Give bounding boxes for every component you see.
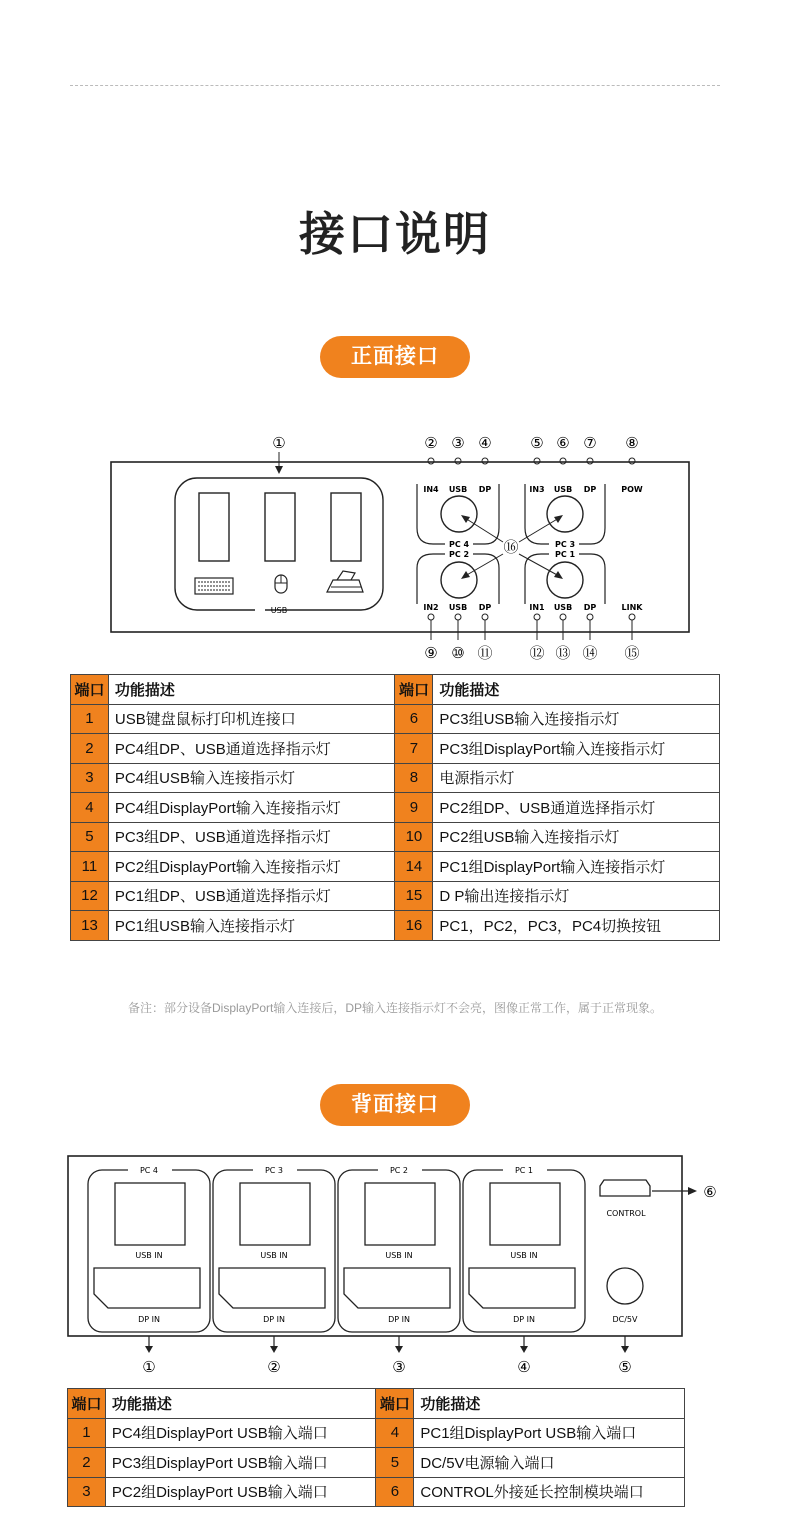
port-number: 6 xyxy=(376,1477,414,1507)
table-row xyxy=(71,852,720,882)
port-number: 10 xyxy=(395,822,433,852)
port-number: 7 xyxy=(395,734,433,764)
usb-in-label: USB IN xyxy=(260,1251,288,1260)
led-label-link: LINK xyxy=(621,603,643,612)
back-callout-3: ③ xyxy=(392,1358,406,1376)
port-desc: PC1，PC2，PC3，PC4切换按钮 xyxy=(433,911,720,941)
table-row xyxy=(71,793,720,823)
callout-1: ① xyxy=(272,434,286,452)
callout-5: ⑤ xyxy=(530,434,544,452)
port-number: 16 xyxy=(395,911,433,941)
port-desc: PC1组DisplayPort输入连接指示灯 xyxy=(433,852,720,882)
group-label-pc2: PC 2 xyxy=(448,550,470,559)
port-desc: CONTROL外接延长控制模块端口 xyxy=(414,1477,685,1507)
port-number: 5 xyxy=(71,822,109,852)
port-number: 15 xyxy=(395,881,433,911)
port-desc: PC4组DisplayPort输入连接指示灯 xyxy=(108,793,395,823)
port-number: 1 xyxy=(68,1418,106,1448)
table-row xyxy=(68,1418,685,1448)
port-number: 8 xyxy=(395,763,433,793)
back-group-pc2: PC 2 xyxy=(389,1166,409,1175)
port-number: 9 xyxy=(395,793,433,823)
table-row xyxy=(68,1448,685,1478)
port-desc: PC3组DisplayPort输入连接指示灯 xyxy=(433,734,720,764)
callout-6: ⑥ xyxy=(556,434,570,452)
header-desc: 功能描述 xyxy=(108,675,395,705)
header-desc: 功能描述 xyxy=(105,1389,376,1419)
back-group-pc1: PC 1 xyxy=(514,1166,534,1175)
port-number: 4 xyxy=(71,793,109,823)
port-desc: PC1组USB输入连接指示灯 xyxy=(108,911,395,941)
back-callout-1: ① xyxy=(142,1358,156,1376)
led-label-in4: IN4 xyxy=(423,485,439,494)
back-panel-diagram xyxy=(60,1150,730,1380)
led-label-dp-pc2: DP xyxy=(478,603,492,612)
printer-icon xyxy=(327,571,363,592)
dp-in-label: DP IN xyxy=(513,1315,535,1324)
led-label-usb-pc2: USB xyxy=(448,603,468,612)
footnote: 备注：部分设备DisplayPort输入连接后，DP输入连接指示灯不会亮，图像正常工作，属于正常现象。 xyxy=(127,1001,663,1015)
port-desc: PC4组USB输入连接指示灯 xyxy=(108,763,395,793)
back-callout-6: ⑥ xyxy=(703,1183,717,1201)
callout-16: ⑯ xyxy=(503,538,519,556)
led-label-usb-pc3: USB xyxy=(553,485,573,494)
dc-label: DC/5V xyxy=(612,1315,638,1324)
port-number: 11 xyxy=(71,852,109,882)
callout-13: ⑬ xyxy=(555,644,571,662)
callout-7: ⑦ xyxy=(583,434,597,452)
led-label-dp-pc1: DP xyxy=(583,603,597,612)
port-desc: PC3组DP、USB通道选择指示灯 xyxy=(108,822,395,852)
pc4-switch-button xyxy=(441,496,477,532)
callout-4: ④ xyxy=(478,434,492,452)
port-number: 4 xyxy=(376,1418,414,1448)
table-row xyxy=(71,911,720,941)
port-desc: PC2组DisplayPort输入连接指示灯 xyxy=(108,852,395,882)
top-divider xyxy=(70,85,720,86)
led-label-usb-pc4: USB xyxy=(448,485,468,494)
control-label: CONTROL xyxy=(606,1209,646,1218)
port-desc: PC4组DisplayPort USB输入端口 xyxy=(105,1418,376,1448)
led-label-pow: POW xyxy=(621,485,643,494)
port-desc: PC3组DisplayPort USB输入端口 xyxy=(105,1448,376,1478)
callout-14: ⑭ xyxy=(582,644,598,662)
header-port: 端口 xyxy=(376,1389,414,1419)
dc-power-port xyxy=(607,1268,643,1304)
port-number: 2 xyxy=(71,734,109,764)
header-port: 端口 xyxy=(71,675,109,705)
port-number: 1 xyxy=(71,704,109,734)
table-row xyxy=(71,822,720,852)
front-section-badge: 正面接口 xyxy=(320,336,470,378)
table-row xyxy=(71,734,720,764)
port-desc: PC1组DisplayPort USB输入端口 xyxy=(414,1418,685,1448)
keyboard-icon xyxy=(195,578,233,594)
group-label-pc1: PC 1 xyxy=(554,550,576,559)
port-desc: USB键盘鼠标打印机连接口 xyxy=(108,704,395,734)
led-label-in2: IN2 xyxy=(423,603,439,612)
port-desc: PC2组DP、USB通道选择指示灯 xyxy=(433,793,720,823)
led-label-dp-pc3: DP xyxy=(583,485,597,494)
led-label-in3: IN3 xyxy=(529,485,545,494)
port-number: 5 xyxy=(376,1448,414,1478)
table-row xyxy=(71,881,720,911)
front-panel-diagram xyxy=(105,428,695,668)
table-header-row xyxy=(68,1389,685,1419)
callout-10: ⑩ xyxy=(451,644,465,662)
port-desc: PC1组DP、USB通道选择指示灯 xyxy=(108,881,395,911)
back-section-badge: 背面接口 xyxy=(320,1084,470,1126)
mouse-icon xyxy=(275,575,287,593)
header-desc: 功能描述 xyxy=(433,675,720,705)
usb-in-label: USB IN xyxy=(510,1251,538,1260)
port-number: 6 xyxy=(395,704,433,734)
port-number: 14 xyxy=(395,852,433,882)
dp-in-label: DP IN xyxy=(263,1315,285,1324)
back-port-table xyxy=(67,1388,685,1507)
port-desc: D P输出连接指示灯 xyxy=(433,881,720,911)
led-label-usb-pc1: USB xyxy=(553,603,573,612)
port-desc: 电源指示灯 xyxy=(433,763,720,793)
pc2-switch-button xyxy=(441,562,477,598)
table-row xyxy=(68,1477,685,1507)
group-label-pc4: PC 4 xyxy=(448,540,470,549)
led-label-in1: IN1 xyxy=(529,603,545,612)
callout-8: ⑧ xyxy=(625,434,639,452)
header-port: 端口 xyxy=(395,675,433,705)
back-callout-4: ④ xyxy=(517,1358,531,1376)
port-number: 3 xyxy=(68,1477,106,1507)
port-desc: PC2组USB输入连接指示灯 xyxy=(433,822,720,852)
callout-3: ③ xyxy=(451,434,465,452)
page-title: 接口说明 xyxy=(299,208,491,260)
usb-bay-label: USB xyxy=(270,606,288,615)
port-desc: PC4组DP、USB通道选择指示灯 xyxy=(108,734,395,764)
table-header-row xyxy=(71,675,720,705)
pc3-switch-button xyxy=(547,496,583,532)
table-row xyxy=(71,763,720,793)
header-desc: 功能描述 xyxy=(414,1389,685,1419)
control-port xyxy=(600,1180,650,1196)
port-desc: PC3组USB输入连接指示灯 xyxy=(433,704,720,734)
callout-12: ⑫ xyxy=(529,644,545,662)
callout-9: ⑨ xyxy=(424,644,438,662)
port-number: 12 xyxy=(71,881,109,911)
port-number: 2 xyxy=(68,1448,106,1478)
usb-in-label: USB IN xyxy=(135,1251,163,1260)
port-number: 13 xyxy=(71,911,109,941)
callout-15: ⑮ xyxy=(624,644,640,662)
usb-in-label: USB IN xyxy=(385,1251,413,1260)
back-group-pc4: PC 4 xyxy=(139,1166,159,1175)
port-desc: PC2组DisplayPort USB输入端口 xyxy=(105,1477,376,1507)
led-label-dp-pc4: DP xyxy=(478,485,492,494)
front-port-table xyxy=(70,674,720,941)
callout-11: ⑪ xyxy=(477,644,493,662)
table-row xyxy=(71,704,720,734)
back-callout-5: ⑤ xyxy=(618,1358,632,1376)
dp-in-label: DP IN xyxy=(388,1315,410,1324)
back-callout-2: ② xyxy=(267,1358,281,1376)
port-desc: DC/5V电源输入端口 xyxy=(414,1448,685,1478)
port-number: 3 xyxy=(71,763,109,793)
callout-2: ② xyxy=(424,434,438,452)
dp-in-label: DP IN xyxy=(138,1315,160,1324)
back-group-pc3: PC 3 xyxy=(264,1166,284,1175)
header-port: 端口 xyxy=(68,1389,106,1419)
group-label-pc3: PC 3 xyxy=(554,540,576,549)
pc1-switch-button xyxy=(547,562,583,598)
